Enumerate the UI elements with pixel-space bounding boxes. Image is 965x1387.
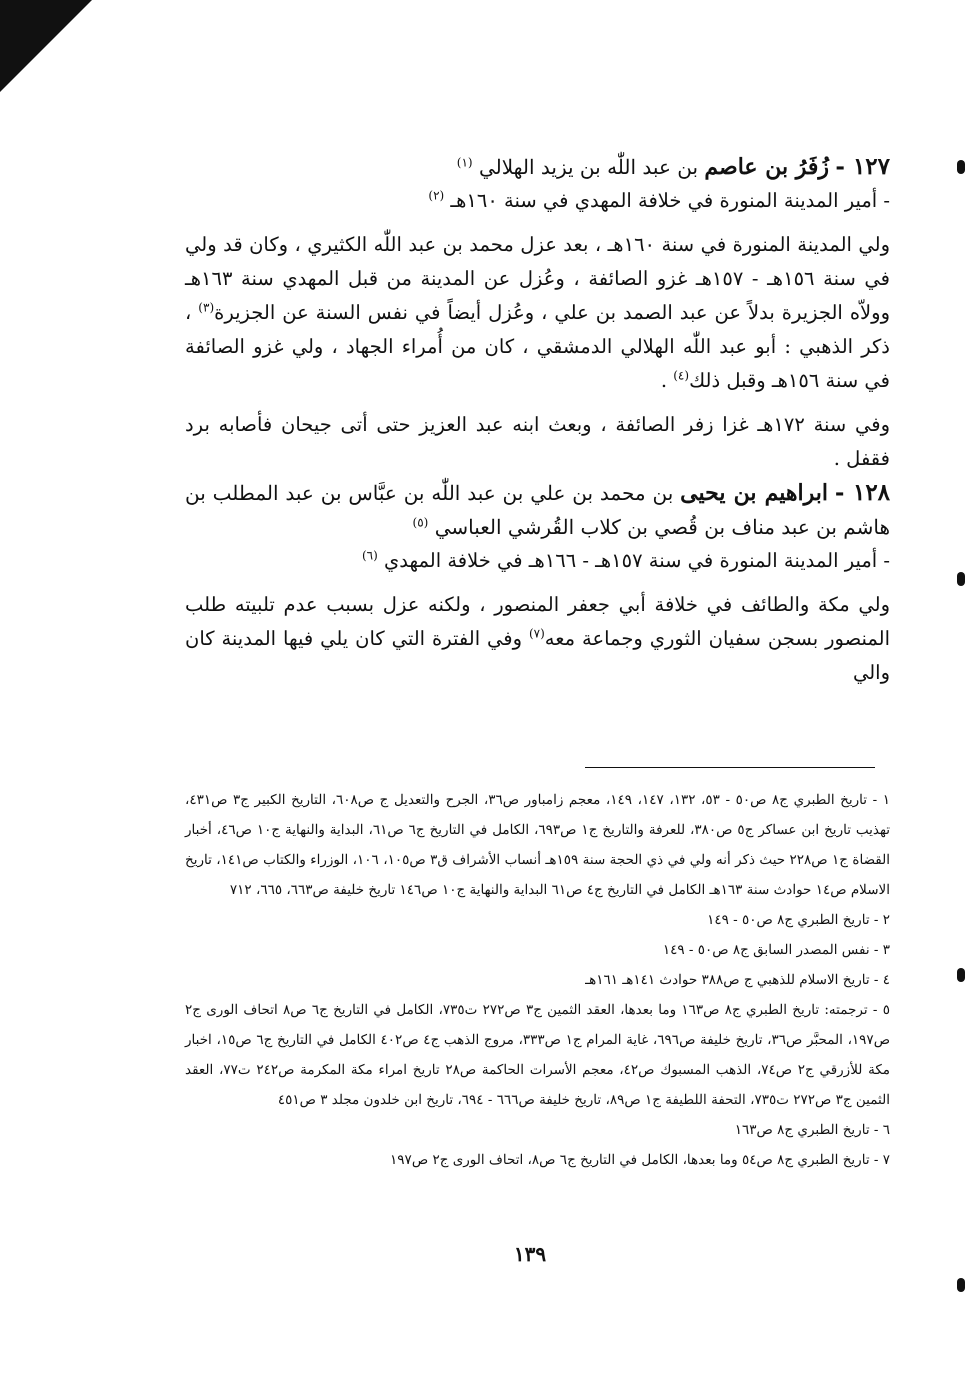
entry-127-role [185,184,890,218]
footnote-3: ٣ - نفس المصدر السابق ج٨ ص٥٠ - ١٤٩ [662,942,890,958]
body-line: ولي مكة والطائف في خلافة أبي جعفر المنصور ، ولكنه عزل بسبب عدم تلبيته طلب [185,593,890,616]
footnote-line: ص٨٩، تاريخ خليفة ص٦٦٦ - ٦٩٤، تاريخ ابن خلدون مجلد ٣ ص٤٥١ [277,1092,641,1108]
body-line: ذكر الذهبي : أبو عبد اللّٰه الهلالي الدمشقي ، كان من أُمراء الجهاد ، ولي غزو الصائفة في [185,335,890,392]
footnote-divider [585,767,875,768]
footnote-line: الحاكمة ص٢٨ تاريخ امراء مكة المكرمة ص٢٤٢ ت٧٧، العقد الثمين ج٣ ص٢٧٢ ت٧٣٥، التحفة اللطيفة ج١ [185,1062,890,1108]
entry-128-role [185,544,890,578]
entry-number: ١٢٧ - [835,153,890,180]
footnote-line: اتحاف الورى ج٢ ص١٩٧، المحبَّر ص٣٦، تاريخ خليفة ص٦٩٦، غاية المرام ج١ ص٣٣٣، مروج الذهب ج٤ [185,1002,891,1048]
footnote-line: ١ - تاريخ الطبري ج٨ ص٥٠ - ٥٣، ١٣٢، ١٤٧، ١٤٩، معجم زامباور ص٣٦، الجرح والتعديل ج ص٦٠٨، التاريخ [291,792,890,808]
body-line: وفي الفترة التي كان يلي فيها المدينة كان والي [185,627,890,684]
footnote-5 [185,995,890,1115]
footnotes [185,785,890,1175]
entry-127-extra: وفي سنة ١٧٢هـ غزا زفر الصائفة ، وبعث ابنه عبد العزيز حتى أتى جيحان فأصابه برد فقفل . [185,413,890,470]
margin-dot [957,160,965,174]
footnote-line: ص٤٠٢ الكامل في التاريخ ج٦ ص١٥، اخبار مكة للأزرقي ج٢ ص٧٤، الذهب المسبوك ص٤٢، معجم الأسرات [185,1032,891,1078]
page-number: ١٣٩ [513,1242,547,1266]
footnote-line: ص٦١، البداية والنهاية ج١٠ ص٤٦، أخبار القضاة ج١ ص٢٢٨ حيث ذكر أنه ولي في ذي الحجة سنة ١٥٩هـ [185,822,891,868]
entry-128-heading [185,476,890,544]
margin-dot [957,572,965,586]
body-line: ولي في سنة ١٥٦هـ - ١٥٧هـ غزو الصائفة ، وعُزل عن المدينة من قبل المهدي سنة ١٦٣هـ [185,233,890,290]
footnote-1 [185,785,890,905]
footnote-ref: (٥) [412,515,429,530]
entry-name: زُفَرُ بن عاصم [704,154,830,180]
body-line: ولي المدينة المنورة في سنة ١٦٠هـ ، بعد عزل محمد بن عبد اللّٰه الكثيري ، وكان قد [223,233,891,256]
footnote-line: الكامل في التاريخ ج٤ ص٦١ البداية والنهاية ج١٠ ص١٤٦ تاريخ خليفة ص٦٦٣، ٦٦٥، ٧١٢ [229,882,706,898]
body-line: المنصور بسجن سفيان الثوري وجماعة معه [544,627,891,650]
entry-lineage: بن عبد اللّٰه بن يزيد الهلالي [478,155,699,179]
footnote-6: ٦ - تاريخ الطبري ج٨ ص١٦٣ [734,1122,890,1138]
role-text: - أمير المدينة المنورة في خلافة المهدي في سنة ١٦٠هـ [450,189,890,212]
corner-scan-mark [0,0,92,92]
entry-127-body [185,228,890,398]
footnote-ref: (٢) [428,188,445,203]
entry-127-heading [185,150,890,184]
entry-name: ابراهيم بن يحيى [680,480,829,506]
footnote-line: الكبير ج٣ ص٤٣١، تهذيب تاريخ ابن عساكر ج٥ ص٣٨٠، للعرفة والتاريخ ج١ ص٦٩٣، الكامل في التاريخ ج٦ [185,792,890,838]
role-text: - أمير المدينة المنورة في سنة ١٥٧هـ - ١٦٦هـ في خلافة المهدي [384,549,890,572]
footnote-line: أنساب الأشراف ق٣ ص١٠٥، ١٠٦، الوزراء والكتاب ص١٤١، تاريخ الاسلام ص١٤ حوادث سنة ١٦٣هـ [185,852,890,898]
entry-lineage-cont: هاشم بن عبد مناف بن قُصي بن كلاب القُرشي العباسي [434,515,890,539]
punctuation: . [660,369,668,392]
body-line: سنة ١٥٦هـ وقبل ذلك [689,369,859,392]
entry-lineage: بن محمد بن علي بن عبد اللّٰه بن عبَّاس بن عبد المطلب بن [185,481,674,505]
body-line: وولاّه الجزيرة بدلاً عن عبد الصمد بن علي ، وعُزل أيضاً في نفس السنة عن الجزيرة [214,301,890,324]
footnote-7: ٧ - تاريخ الطبري ج٨ ص٥٤ وما بعدها، الكامل في التاريخ ج٦ ص٨، اتحاف الورى ج٢ ص١٩٧ [390,1152,890,1168]
footnote-ref: (٦) [361,548,378,563]
punctuation: ، [185,301,192,324]
footnote-ref: (٤) [673,368,690,383]
entry-number: ١٢٨ - [834,479,891,506]
footnote-ref: (٣) [198,300,215,315]
footnote-line: ٥ - ترجمته: تاريخ الطبري ج٨ ص١٦٣ وما بعدها، العقد الثمين ج٣ ص٢٧٢ ت٧٣٥، الكامل في التاريخ ج٦ ص٨ [283,1002,890,1018]
footnote-ref: (٧) [528,626,545,641]
entry-128-body [185,588,890,690]
main-text [185,150,890,690]
margin-dot [957,968,965,982]
margin-dot [957,1278,965,1292]
footnote-2: ٢ - تاريخ الطبري ج٨ ص٥٠ - ١٤٩ [707,912,890,928]
footnote-4: ٤ - تاريخ الاسلام للذهبي ج ص٣٨٨ حوادث ١٤١هـ ١٦١هـ [585,972,890,988]
footnote-ref: (١) [456,155,473,170]
